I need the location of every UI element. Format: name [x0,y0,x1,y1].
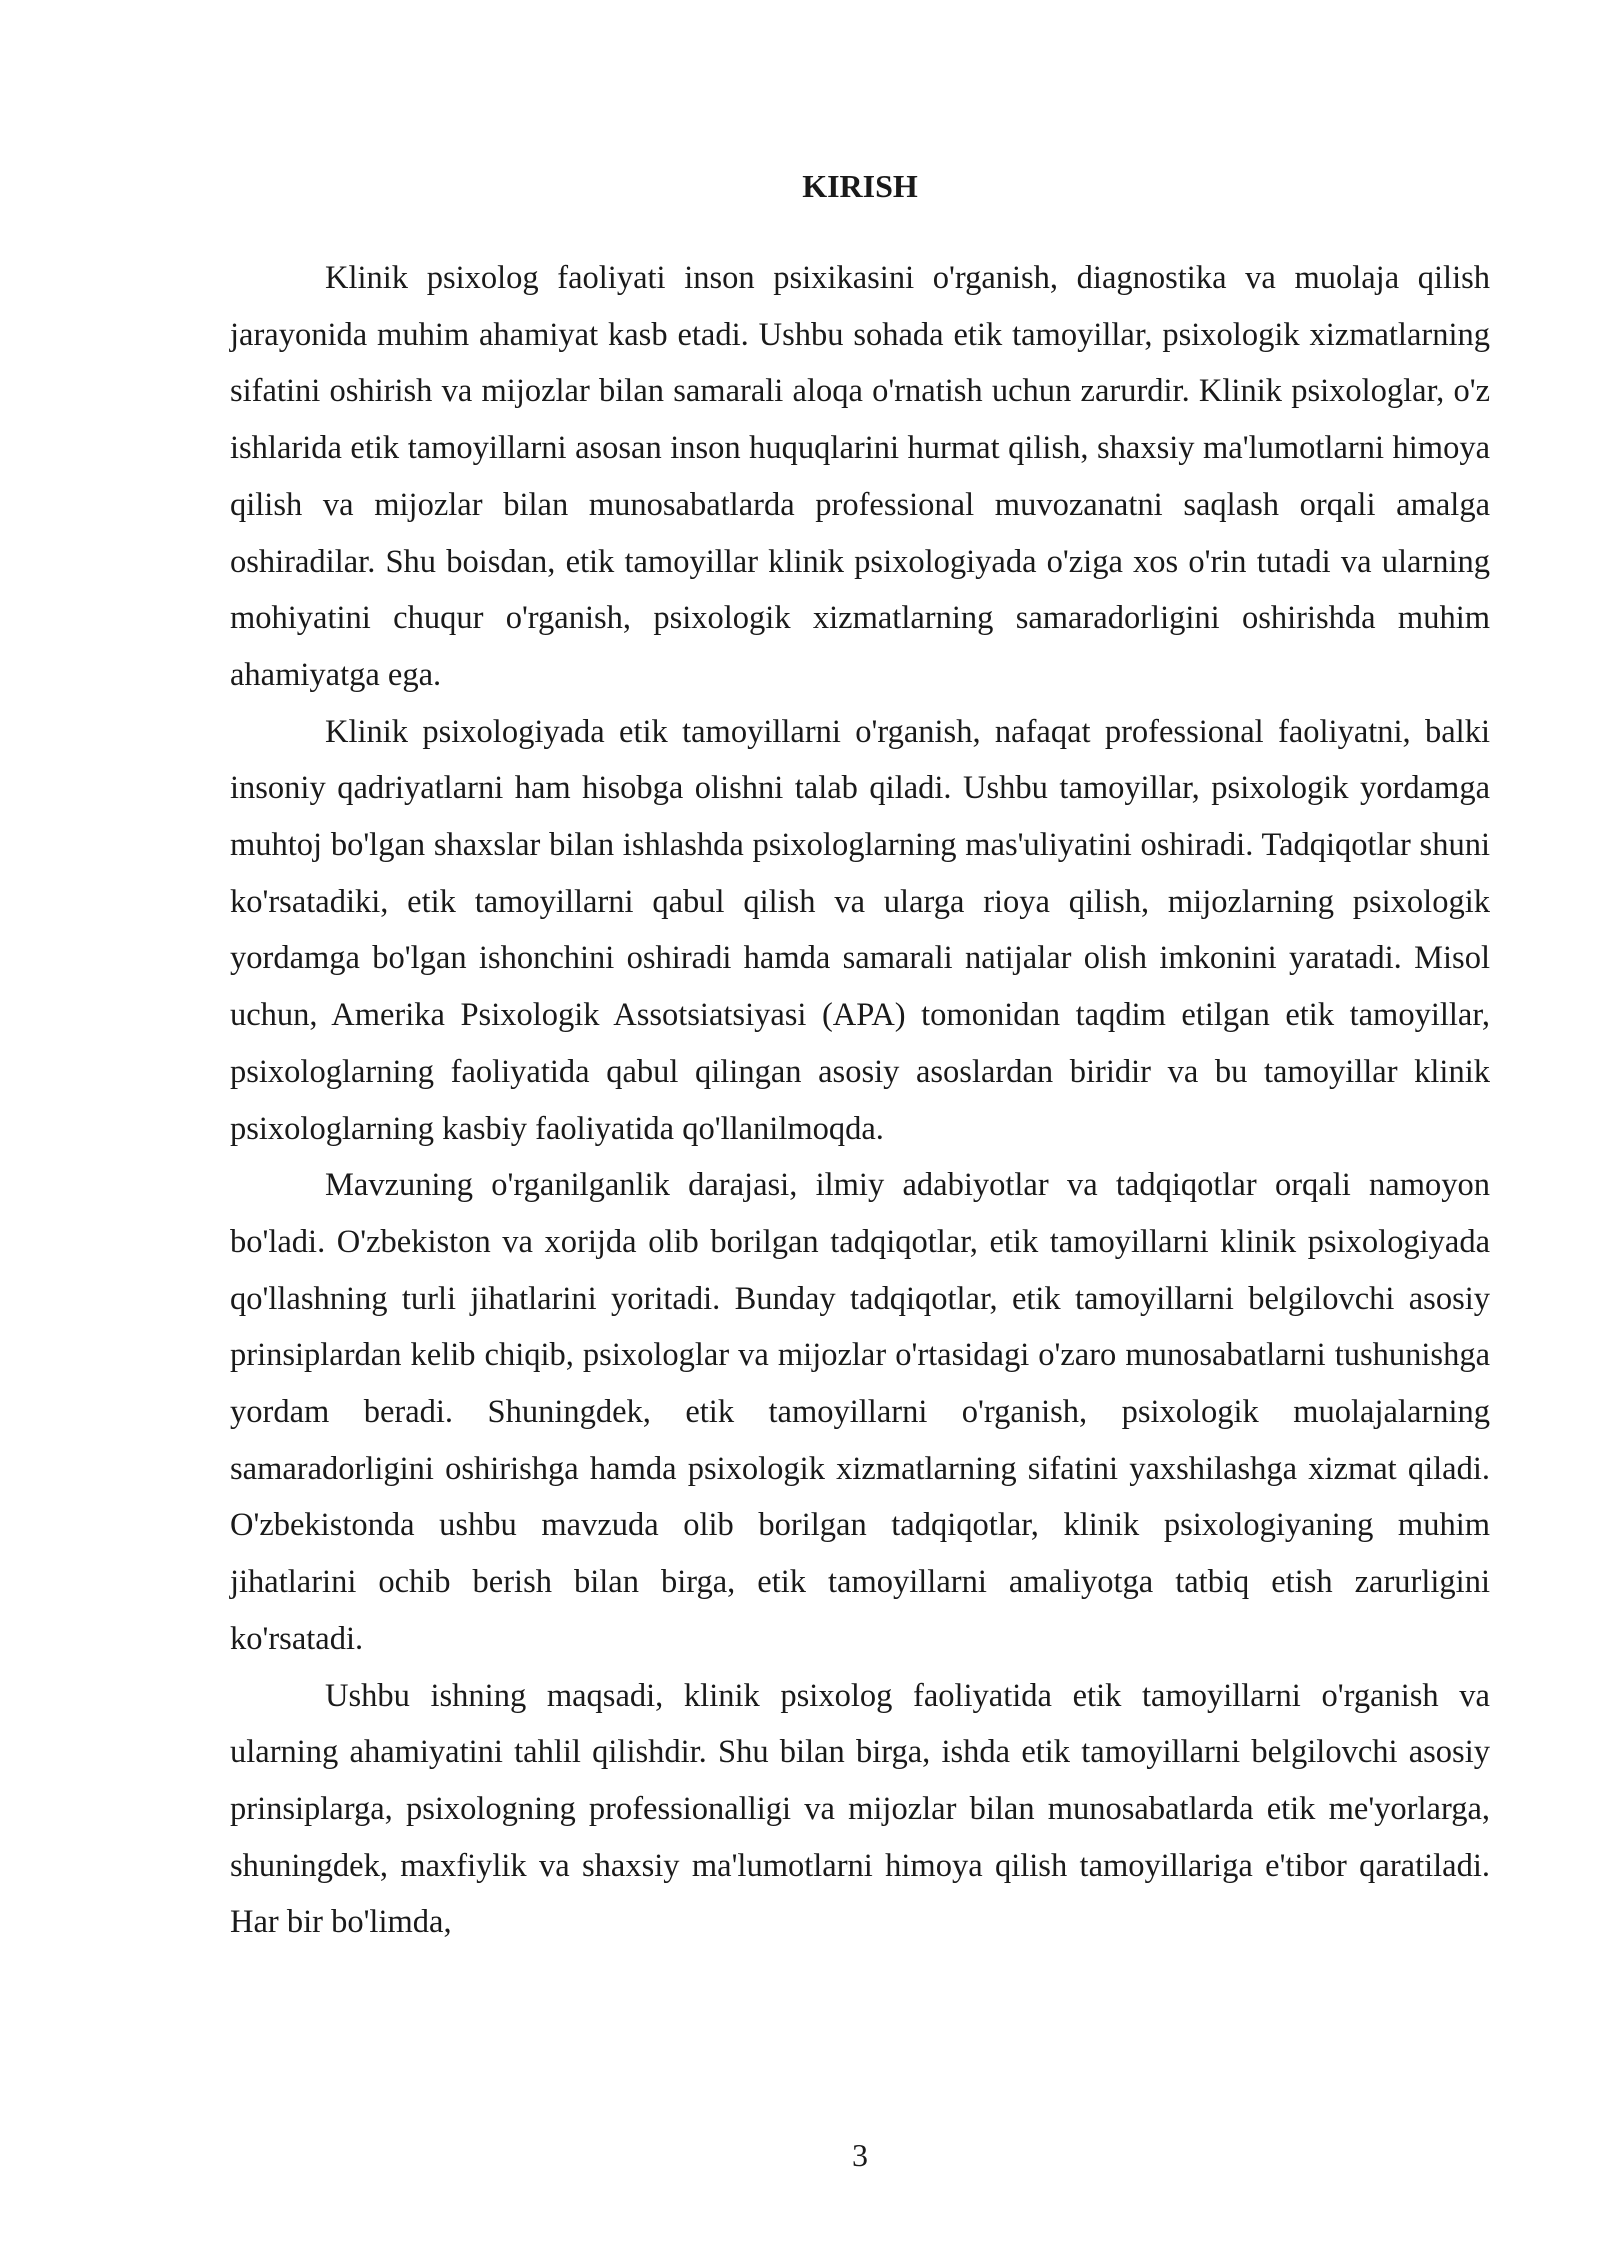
body-text [230,250,1490,1951]
paragraph-3: Mavzuning o'rganilganlik darajasi, ilmiy adabiyotlar va tadqiqotlar orqali namoyon bo'ladi. O'zbekiston va xorijda olib borilgan tadqiqotlar, etik tamoyillarni klinik psixologiyada qo'llashning turli jihatlarini yoritadi. Bunday tadqiqotlar, etik tamoyillarni belgilovchi asosiy prinsiplardan kelib chiqib, psixologlar va mijozlar o'rtasidagi o'zaro munosabatlarni tushunishga yordam beradi. Shuningdek, etik tamoyillarni o'rganish, psixologik muolajalarning samaradorligini oshirishga hamda psixologik xizmatlarning sifatini yaxshilashga xizmat qiladi. O'zbekistonda ushbu mavzuda olib borilgan tadqiqotlar, klinik psixologiyaning muhim jihatlarini ochib berish bilan birga, etik tamoyillarni amaliyotga tatbiq etish zarurligini ko'rsatadi. [230,1167,1490,1657]
paragraph-4: Ushbu ishning maqsadi, klinik psixolog faoliyatida etik tamoyillarni o'rganish va ularning ahamiyatini tahlil qilishdir. Shu bilan birga, ishda etik tamoyillarni belgilovchi asosiy prinsiplarga, psixologning professionalligi va mijozlar bilan munosabatlarda etik me'yorlarga, shuningdek, maxfiylik va shaxsiy ma'lumotlarni himoya qilish tamoyillariga e'tibor qaratiladi. Har bir bo'limda, [230,1677,1490,1941]
page-number: 3 [852,2137,868,2173]
paragraph-1: Klinik psixolog faoliyati inson psixikasini o'rganish, diagnostika va muolaja qilish jarayonida muhim ahamiyat kasb etadi. Ushbu sohada etik tamoyillar, psixologik xizmatlarning sifatini oshirish va mijozlar bilan samarali aloqa o'rnatish uchun zarurdir. Klinik psixologlar, o'z ishlarida etik tamoyillarni asosan inson huquqlarini hurmat qilish, shaxsiy ma'lumotlarni himoya qilish va mijozlar bilan munosabatlarda professional muvozanatni saqlash orqali amalga oshiradilar. Shu boisdan, etik tamoyillar klinik psixologiyada o'ziga xos o'rin tutadi va ularning mohiyatini chuqur o'rganish, psixologik xizmatlarning samaradorligini oshirishda muhim ahamiyatga ega. [230,260,1490,693]
paragraph-2: Klinik psixologiyada etik tamoyillarni o'rganish, nafaqat professional faoliyatni, balki insoniy qadriyatlarni ham hisobga olishni talab qiladi. Ushbu tamoyillar, psixologik yordamga muhtoj bo'lgan shaxslar bilan ishlashda psixologlarning mas'uliyatini oshiradi. Tadqiqotlar shuni ko'rsatadiki, etik tamoyillarni qabul qilish va ularga rioya qilish, mijozlarning psixologik yordamga bo'lgan ishonchini oshiradi hamda samarali natijalar olish imkonini yaratadi. Misol uchun, Amerika Psixologik Assotsiatsiyasi (APA) tomonidan taqdim etilgan etik tamoyillar, psixologlarning faoliyatida qabul qilingan asosiy asoslardan biridir va bu tamoyillar klinik psixologlarning kasbiy faoliyatida qo'llanilmoqda. [230,713,1490,1147]
page-title: KIRISH [802,168,918,204]
